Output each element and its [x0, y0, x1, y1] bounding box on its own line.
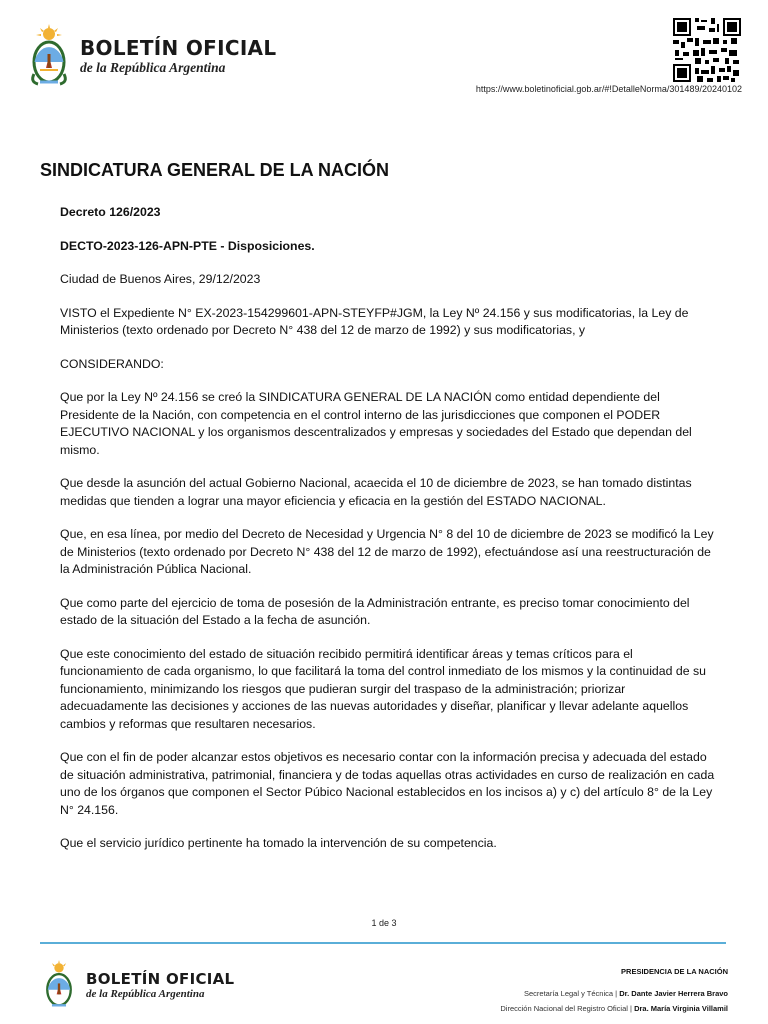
footer-divider	[40, 942, 726, 944]
page-indicator: 1 de 3	[371, 918, 397, 928]
credit-line-1: Secretaría Legal y Técnica | Dr. Dante Javier Herrera Bravo	[523, 988, 728, 998]
decree-reference: DECTO-2023-126-APN-PTE - Disposiciones.	[60, 238, 315, 253]
credit-name: Dr. Dante Javier Herrera Bravo	[619, 988, 728, 998]
visto-paragraph: VISTO el Expediente N° EX-2023-154299601-APN-STEYFP#JGM, la Ley Nº 24.156 y sus modificatorias, la Ley de Ministerios (texto ordenado por Decreto N° 438 del 12 de marzo de 1992) y sus modificatorias, y	[60, 305, 689, 337]
credit-org: Dirección Nacional del Registro Oficial	[500, 1004, 628, 1013]
body-paragraph: Que como parte del ejercicio de toma de posesión de la Administración entrante, es preciso tomar conocimiento del estado de la situación del Estado a la fecha de asunción.	[60, 595, 690, 627]
considerando-heading: CONSIDERANDO:	[60, 356, 164, 371]
logo-title: BOLETÍN OFICIAL	[80, 36, 277, 60]
decree-number: Decreto 126/2023	[60, 205, 161, 219]
body-paragraph: Que, en esa línea, por medio del Decreto de Necesidad y Urgencia N° 8 del 10 de diciembre de 2023 se modificó la Ley de Ministerios (texto ordenado por Decreto N° 438 del 12 de marzo de 1992), efectuándose así una reestructuración de la Administración Pública Nacional.	[60, 527, 714, 576]
document-body	[60, 204, 716, 869]
logo-subtitle: de la República Argentina	[80, 60, 226, 75]
document-url[interactable]: https://www.boletinoficial.gob.ar/#!DetalleNorma/301489/20240102	[475, 84, 742, 94]
footer-logo	[40, 960, 234, 1010]
body-paragraph: Que por la Ley Nº 24.156 se creó la SINDICATURA GENERAL DE LA NACIÓN como entidad dependiente del Presidente de la Nación, con competencia en el control interno de las jurisdicciones que componen el PODER EJECUTIVO NACIONAL y los organismos descentralizados y empresas y sociedades del Estado que dependan del mismo.	[60, 390, 692, 457]
page-title: SINDICATURA GENERAL DE LA NACIÓN	[40, 160, 390, 180]
presidency-label: PRESIDENCIA DE LA NACIÓN	[621, 967, 728, 976]
qr-code-icon	[673, 18, 741, 82]
credit-name: Dra. María Virginia Villamil	[634, 1004, 728, 1013]
body-paragraph: Que desde la asunción del actual Gobierno Nacional, acaecida el 10 de diciembre de 2023, se han tomado distintas medidas que tienden a lograr una mayor eficiencia y eficacia en la gestión del ESTADO NACIONAL.	[60, 476, 692, 508]
page-header	[0, 0, 768, 110]
credit-org: Secretaría Legal y Técnica	[523, 988, 614, 998]
footer-credits	[500, 964, 728, 1017]
body-paragraph: Que este conocimiento del estado de situación recibido permitirá identificar áreas y temas críticos para el funcionamiento de cada organismo, lo que facilitará la toma del control inmediato de los mismos y la continuidad de su funcionamiento, minimizando los riesgos que pudieran surgir del traspaso de la administración; priorizar adecuadamente las decisiones y acciones de las nuevas autoridades y diseñar, planificar y llevar adelante aquellos cambios y reformas que resultaren necesarios.	[60, 646, 706, 731]
body-paragraph: Que con el fin de poder alcanzar estos objetivos es necesario contar con la información precisa y adecuada del estado de situación administrativa, patrimonial, financiera y de todas aquellas otras actividades en curso de realización en cada uno de los órganos que componen el Sector Púbico Nacional establecidos en los incisos a) y c) del artículo 8° de la Ley N° 24.156.	[60, 750, 715, 817]
body-paragraph: Que el servicio jurídico pertinente ha tomado la intervención de su competencia.	[60, 836, 497, 850]
argentina-coat-of-arms-icon	[26, 24, 72, 88]
footer-logo-title: BOLETÍN OFICIAL	[86, 969, 235, 988]
credit-line-2: Dirección Nacional del Registro Oficial | Dra. María Virginia Villamil	[500, 1004, 728, 1013]
place-date: Ciudad de Buenos Aires, 29/12/2023	[60, 272, 261, 286]
argentina-coat-of-arms-icon	[40, 960, 78, 1010]
boletin-logo	[26, 24, 276, 88]
footer-logo-subtitle: de la República Argentina	[86, 987, 205, 1000]
